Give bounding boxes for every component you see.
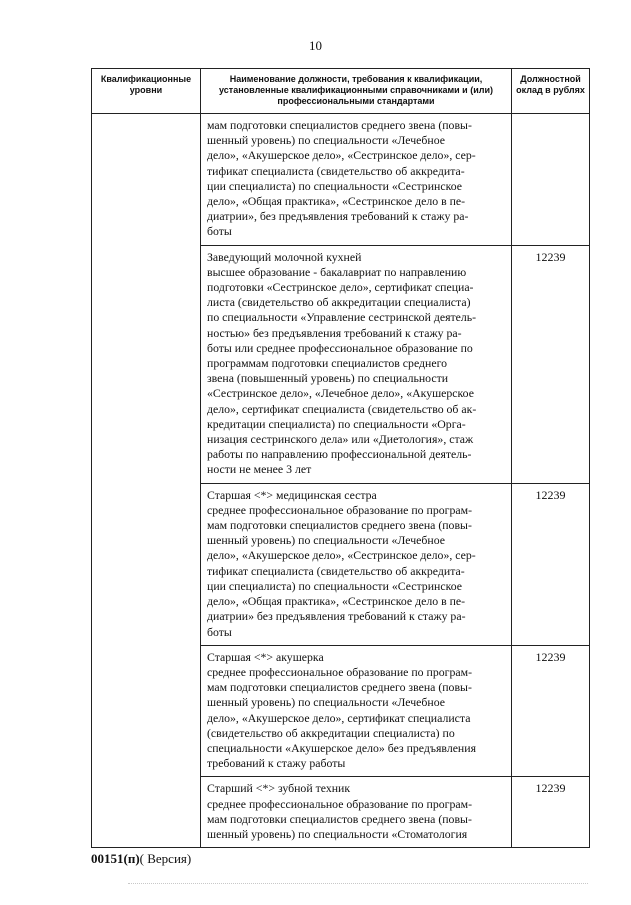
scan-artifact-line [128, 883, 588, 884]
table-row [92, 114, 590, 246]
document-code: 00151(п) [91, 851, 140, 866]
header-salary: Должностной оклад в рублях [512, 69, 590, 114]
position-description: Старший <*> зубной техник среднее профессиональное образование по програм- мам подготовки специалистов среднего звена (повы- шенный уровень) по специальности «Стоматология [201, 777, 512, 848]
header-qualification-levels: Квалификационные уровни [92, 69, 201, 114]
document-footer [91, 851, 191, 867]
salary-value: 12239 [512, 645, 590, 777]
salary-table [91, 68, 590, 848]
salary-value [512, 114, 590, 246]
position-description: Старшая <*> медицинская сестра среднее профессиональное образование по програм- мам подготовки специалистов среднего звена (повы- шенный уровень) по специальности «Лечебное дело», «Акушерское дело», «Сестринское дело», сер- тификат специалиста (свидетельство об аккредита- ции специалиста) по специальности «Сестринское дело», «Общая практика», «Сестринское дело в пе- диатрии» без предъявления требований к стажу ра- боты [201, 483, 512, 645]
header-position-requirements: Наименование должности, требования к квалификации, установленные квалификационными справочниками и (или) профессиональными стандартами [201, 69, 512, 114]
position-description: мам подготовки специалистов среднего звена (повы- шенный уровень) по специальности «Лечебное дело», «Акушерское дело», «Сестринское дело», сер- тификат специалиста (свидетельство об аккредита- ции специалиста) по специальности «Сестринское дело», «Общая практика», «Сестринское дело в пе- диатрии», без предъявления требований к стажу ра- боты [201, 114, 512, 246]
position-description: Заведующий молочной кухней высшее образование - бакалавриат по направлению подготовки «Сестринское дело», сертификат специа- листа (свидетельство об аккредитации специалиста) по специальности «Управление сестринской деятель- ностью» без предъявления требований к стажу ра- боты или среднее профессиональное образование по программам подготовки специалистов среднего звена (повышенный уровень) по специальности «Сестринское дело», «Лечебное дело», «Акушерское дело», сертификат специалиста (свидетельство об ак- кредитации специалиста) по специальности «Орга- низация сестринского дела» или «Диетология», стаж работы по направлению профессиональной деятель- ности не менее 3 лет [201, 245, 512, 483]
qualification-level-cell [92, 114, 201, 848]
salary-value: 12239 [512, 483, 590, 645]
salary-value: 12239 [512, 245, 590, 483]
table-header-row [92, 69, 590, 114]
document-version: ( Версия) [139, 851, 192, 866]
salary-value: 12239 [512, 777, 590, 848]
position-description: Старшая <*> акушерка среднее профессиональное образование по програм- мам подготовки специалистов среднего звена (повы- шенный уровень) по специальности «Лечебное дело», «Акушерское дело», сертификат специалиста (свидетельство об аккредитации специалиста) по специальности «Акушерское дело» без предъявления требований к стажу работы [201, 645, 512, 777]
page-number: 10 [309, 38, 322, 53]
